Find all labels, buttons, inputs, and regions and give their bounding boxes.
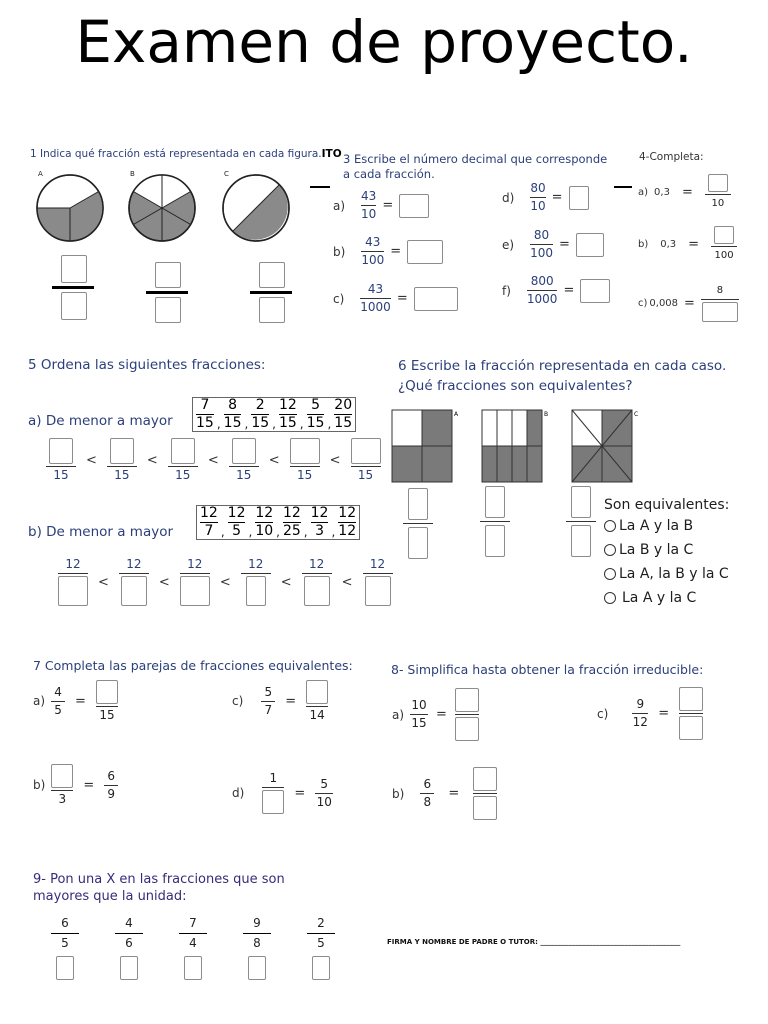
q5-b-box-6[interactable] [365,576,391,606]
pie-c [220,172,292,244]
page-title: Examen de proyecto. [75,8,693,76]
divider [310,186,330,188]
radio-icon[interactable] [604,544,616,556]
q7-answer-a[interactable] [96,680,118,704]
q7-item-a: a) $\frac{4}{5}$ = 15 [33,680,118,722]
q5-a-fractions: 7 15 , 8 15 , 2 15 , 12 15 , 5 15 , 20 15 [192,397,356,432]
q4-item-b: b) 0,3 = 100 [638,226,737,262]
q1-answer-a[interactable] [52,255,94,320]
q1-heading: 1 Indica qué fracción está representada en cada figura.ITO [30,148,342,160]
q5-a-label: a) De menor a mayor [28,413,173,429]
q8-answer-c-den[interactable] [679,716,703,740]
q5-b-box-5[interactable] [304,576,330,606]
q3-item-a: a) $\frac{43}{10}$ = [333,190,429,221]
q5-a-box-4[interactable] [232,438,256,464]
q9-item-4: 9 8 [242,917,272,980]
q6-option-1[interactable]: La A y la B [604,518,729,534]
q6-option-2[interactable]: La B y la C [604,542,729,558]
q3-answer-e[interactable] [576,233,604,257]
q6-answer-a[interactable] [403,488,433,559]
q5-a-box-2[interactable] [110,438,134,464]
q7-answer-d[interactable] [262,790,284,814]
q8-answer-a-den[interactable] [455,717,479,741]
q5-b-box-1[interactable] [58,576,88,606]
q5-b-answer-row: 12 < 12 < 12 < 12 < 12 < 12 [58,558,393,606]
q5-b-box-4[interactable] [246,576,266,606]
q3-answer-c[interactable] [414,287,458,311]
q9-checkbox-2[interactable] [120,956,138,980]
q6-figures [390,406,650,484]
q8-item-c: c) $\frac{9}{12}$ = [597,687,703,740]
q3-item-d: d) $\frac{80}{10}$ = [502,182,589,213]
pie-b [126,172,198,244]
q5-a-answer-row: 15 < 15 < 15 < 15 < 15 < 15 [46,438,381,482]
q4-answer-b[interactable] [714,226,734,244]
q3-answer-a[interactable] [399,194,429,218]
q6-options [604,518,729,606]
q4-heading: 4-Completa: [639,151,704,163]
q9-item-5: 2 5 [306,917,336,980]
pie-a [34,172,106,244]
q5-heading: 5 Ordena las siguientes fracciones: [28,357,266,373]
q9-checkbox-1[interactable] [56,956,74,980]
q6-answer-b[interactable] [480,486,510,557]
q8-answer-b-num[interactable] [473,767,497,791]
q5-b-fractions: 12 7 , 12 5 , 12 10 , 12 25 , 12 3 , 12 12 [196,505,360,540]
q8-answer-a-num[interactable] [455,688,479,712]
svg-text:B: B [544,411,549,418]
q3-heading: 3 Escribe el número decimal que corresponde a cada fracción. [343,152,608,181]
q3-item-e: e) $\frac{80}{100}$ = [502,229,604,260]
radio-icon[interactable] [604,520,616,532]
q4-item-a: a) 0,3 = 10 [638,174,731,210]
q5-a-box-5[interactable] [290,438,320,464]
q7-item-d: d) 1 = $\frac{5}{10}$ [232,772,333,814]
q1-answer-c[interactable] [250,262,292,323]
q1-answer-b[interactable] [146,262,188,323]
q7-item-b: b) 3 = $\frac{6}{9}$ [33,764,118,806]
q6-option-4[interactable]: La A y la C [604,590,729,606]
q3-answer-f[interactable] [580,279,610,303]
q3-item-f: f) $\frac{800}{1000}$ = [502,275,610,306]
q5-a-box-1[interactable] [49,438,73,464]
q8-answer-c-num[interactable] [679,687,703,711]
q6-heading: 6 Escribe la fracción representada en cada caso. ¿Qué fracciones son equivalentes? [398,358,727,394]
q9-item-3: 7 4 [178,917,208,980]
q4-answer-a[interactable] [708,174,728,192]
q5-b-box-3[interactable] [180,576,210,606]
q6-answer-c[interactable] [566,486,596,557]
q7-item-c: c) $\frac{5}{7}$ = 14 [232,680,328,722]
radio-icon[interactable] [604,568,616,580]
q8-heading: 8- Simplifica hasta obtener la fracción irreducible: [391,662,704,677]
q8-answer-b-den[interactable] [473,796,497,820]
q5-a-box-6[interactable] [351,438,381,464]
q5-b-label: b) De menor a mayor [28,524,174,540]
q7-answer-b[interactable] [51,764,73,788]
q3-item-c: c) $\frac{43}{1000}$ = [333,283,458,314]
q3-answer-d[interactable] [569,186,589,210]
q7-answer-c[interactable] [306,680,328,704]
q6-equiv-title: Son equivalentes: [604,497,730,513]
q8-item-b: b) $\frac{6}{8}$ = [392,767,497,820]
q3-answer-b[interactable] [407,240,443,264]
q3-item-b: b) $\frac{43}{100}$ = [333,236,443,267]
q5-b-box-2[interactable] [121,576,147,606]
radio-icon[interactable] [604,592,616,604]
q9-checkbox-5[interactable] [312,956,330,980]
svg-text:C: C [634,411,639,418]
svg-text:A: A [454,411,459,418]
q9-item-2: 4 6 [114,917,144,980]
q9-heading: 9- Pon una X en las fracciones que son mayores que la unidad: [33,872,285,904]
q4-item-c: c) 0,008 = 8 [638,284,739,322]
q6-option-3[interactable]: La A, la B y la C [604,566,729,582]
q9-checkbox-3[interactable] [184,956,202,980]
q4-answer-c[interactable] [702,302,738,322]
q9-checkbox-4[interactable] [248,956,266,980]
divider [614,186,632,188]
q7-heading: 7 Completa las parejas de fracciones equivalentes: [33,658,353,673]
q8-item-a: a) $\frac{10}{15}$ = [392,688,479,741]
q9-item-1: 6 5 [50,917,80,980]
q5-a-box-3[interactable] [171,438,195,464]
q9-fractions [50,917,336,980]
signature-line[interactable]: FIRMA Y NOMBRE DE PADRE O TUTOR: ________________________________________ [387,938,681,946]
